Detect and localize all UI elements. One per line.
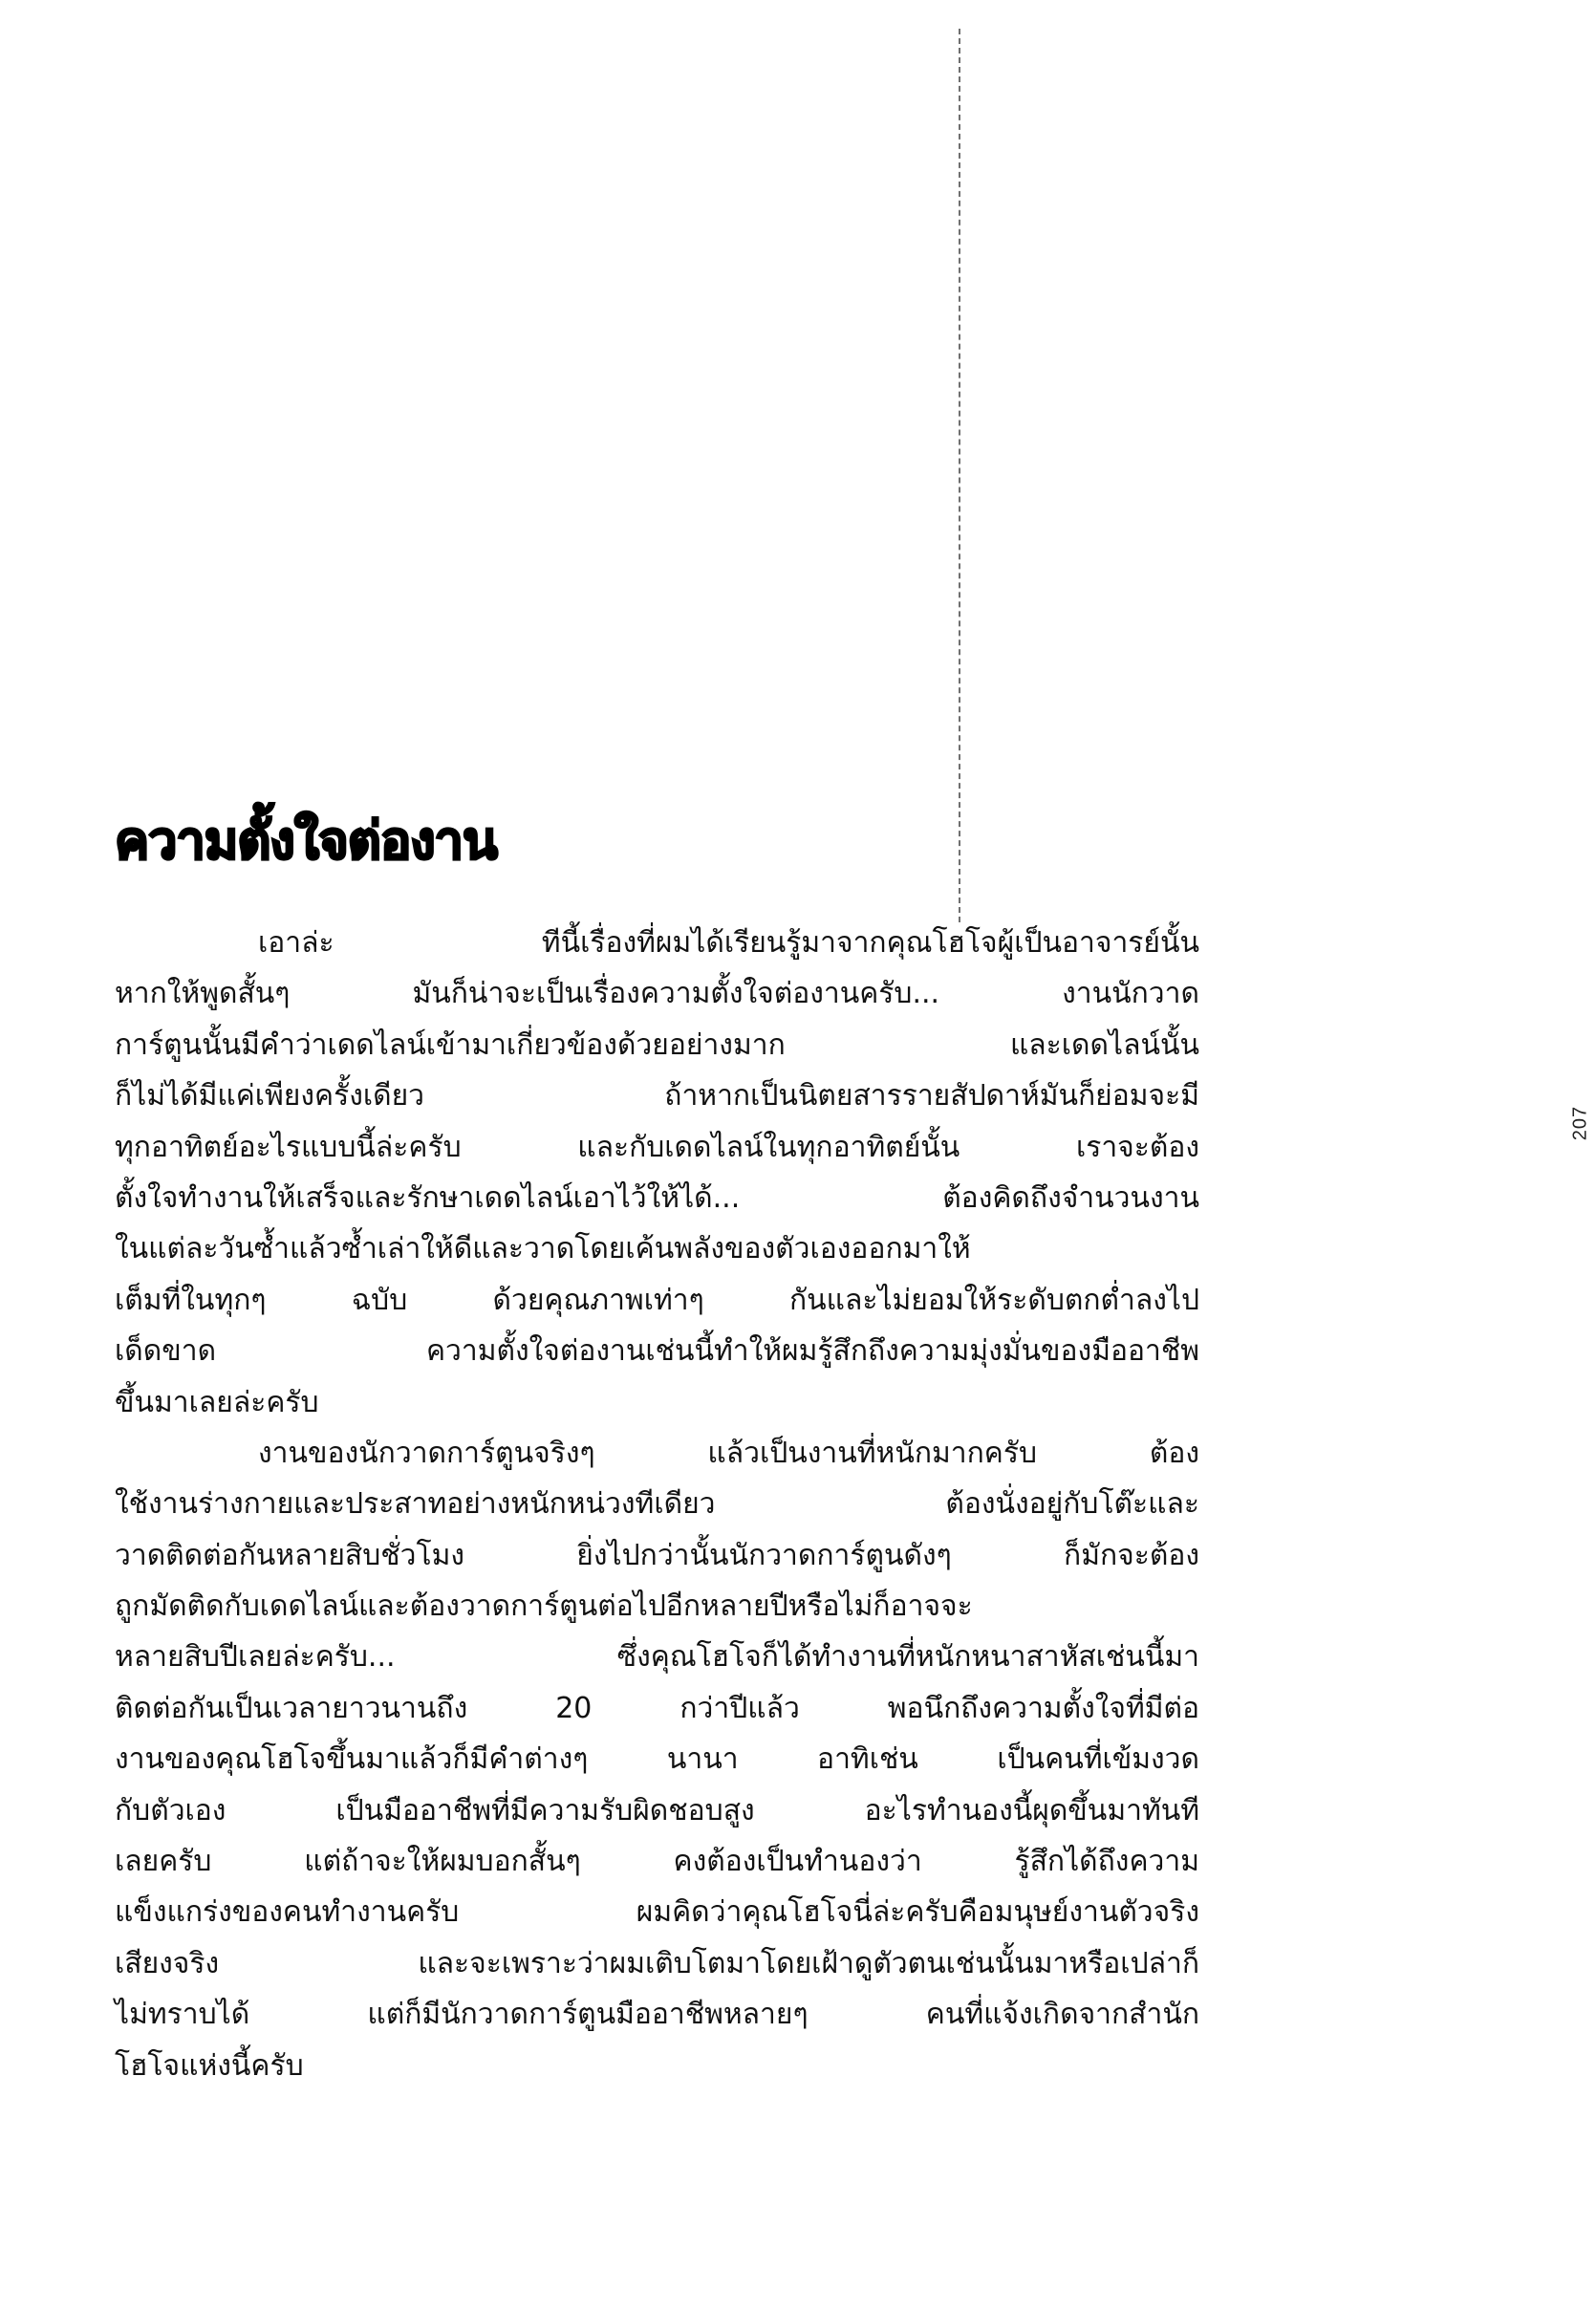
- text-line: ติดต่อกันเป็นเวลายาวนานถึง 20 กว่าปีแล้ว พอนึกถึงความตั้งใจที่มีต่อ: [115, 1691, 1199, 1725]
- text-line: งานของคุณโฮโจขึ้นมาแล้วก็มีคำต่างๆ นานา อาทิเช่น เป็นคนที่เข้มงวด: [115, 1742, 1199, 1777]
- text-line: เลยครับ แต่ถ้าจะให้ผมบอกสั้นๆ คงต้องเป็นทำนองว่า รู้สึกได้ถึงความ: [115, 1845, 1199, 1879]
- text-line: ในแต่ละวันซ้ำแล้วซ้ำเล่าให้ดีและวาดโดยเค้นพลังของตัวเองออกมาให้: [115, 1232, 971, 1266]
- text-line: ไม่ทราบได้ แต่ก็มีนักวาดการ์ตูนมืออาชีพหลายๆ คนที่แจ้งเกิดจากสำนัก: [115, 1998, 1199, 2032]
- text-line: การ์ตูนนั้นมีคำว่าเดดไลน์เข้ามาเกี่ยวข้องด้วยอย่างมาก และเดดไลน์นั้น: [115, 1027, 1199, 1062]
- text-line: หากให้พูดสั้นๆ มันก็น่าจะเป็นเรื่องความตั้งใจต่องานครับ... งานนักวาด: [115, 977, 1199, 1011]
- body-text: [115, 918, 1199, 2091]
- chapter-title: ความตั้งใจต่องาน: [115, 811, 497, 871]
- vertical-dashed-rule: [959, 29, 960, 922]
- text-line: โฮโจแห่งนี้ครับ: [115, 2048, 304, 2083]
- paragraph-2: [115, 1428, 1199, 2091]
- text-line: ถูกมัดติดกับเดดไลน์และต้องวาดการ์ตูนต่อไปอีกหลายปีหรือไม่ก็อาจจะ: [115, 1590, 973, 1624]
- text-line: ก็ไม่ได้มีแค่เพียงครั้งเดียว ถ้าหากเป็นนิตยสารรายสัปดาห์มันก็ย่อมจะมี: [115, 1079, 1199, 1114]
- text-line: ตั้งใจทำงานให้เสร็จและรักษาเดดไลน์เอาไว้ให้ได้... ต้องคิดถึงจำนวนงาน: [115, 1180, 1199, 1215]
- text-line: ทุกอาทิตย์อะไรแบบนี้ล่ะครับ และกับเดดไลน์ในทุกอาทิตย์นั้น เราจะต้อง: [115, 1130, 1199, 1164]
- text-line: เอาล่ะ ทีนี้เรื่องที่ผมได้เรียนรู้มาจากคุณโฮโจผู้เป็นอาจารย์นั้น: [258, 926, 1199, 960]
- text-line: ใช้งานร่างกายและประสาทอย่างหนักหน่วงทีเดียว ต้องนั่งอยู่กับโต๊ะและ: [115, 1487, 1199, 1522]
- text-line: งานของนักวาดการ์ตูนจริงๆ แล้วเป็นงานที่หนักมากครับ ต้อง: [258, 1436, 1199, 1470]
- text-line: หลายสิบปีเลยล่ะครับ... ซึ่งคุณโฮโจก็ได้ทำงานที่หนักหนาสาหัสเช่นนี้มา: [115, 1640, 1199, 1675]
- text-line: ขึ้นมาเลยล่ะครับ: [115, 1385, 319, 1419]
- text-line: กับตัวเอง เป็นมืออาชีพที่มีความรับผิดชอบสูง อะไรทำนองนี้ผุดขึ้นมาทันที: [115, 1793, 1199, 1827]
- paragraph-1: [115, 918, 1199, 1428]
- text-line: เต็มที่ในทุกๆ ฉบับ ด้วยคุณภาพเท่าๆ กันและไม่ยอมให้ระดับตกต่ำลงไป: [115, 1283, 1199, 1317]
- text-line: วาดติดต่อกันหลายสิบชั่วโมง ยิ่งไปกว่านั้นนักวาดการ์ตูนดังๆ ก็มักจะต้อง: [115, 1538, 1199, 1572]
- page-number: 207: [1569, 1105, 1591, 1141]
- text-line: เสียงจริง และจะเพราะว่าผมเติบโตมาโดยเฝ้าดูตัวตนเช่นนั้นมาหรือเปล่าก็: [115, 1946, 1199, 1980]
- text-line: แข็งแกร่งของคนทำงานครับ ผมคิดว่าคุณโฮโจนี่ล่ะครับคือมนุษย์งานตัวจริง: [115, 1895, 1199, 1930]
- text-line: เด็ดขาด ความตั้งใจต่องานเช่นนี้ทำให้ผมรู้สึกถึงความมุ่งมั่นของมืออาชีพ: [115, 1334, 1199, 1369]
